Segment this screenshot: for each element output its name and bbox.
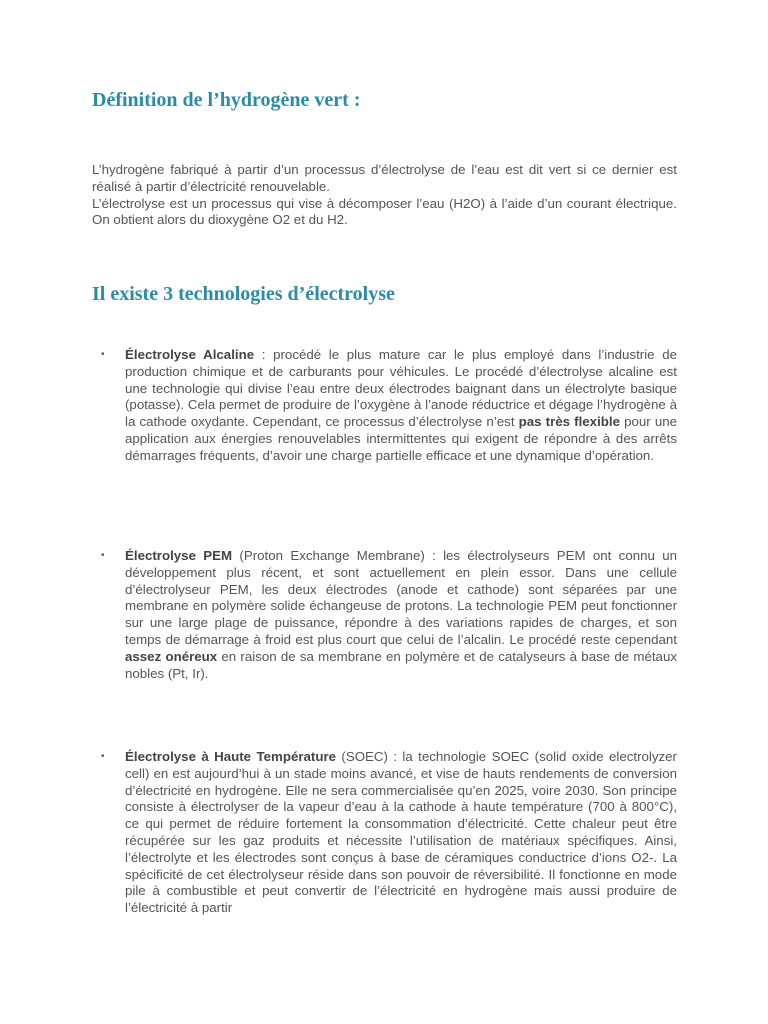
list-item-pem [101, 548, 677, 682]
item-text-soec-1: (SOEC) : la technologie SOEC (solid oxide electrolyzer cell) en est aujourd’hui à un stade moins avancé, et vise de hauts rendements de conversion d’électricité en hydrogène. Elle ne sera commercialisée qu’en 2025, voire 2030. Son principe consiste à électrolyser de la vapeur d’eau à la cathode à haute température (700 à 800°C), ce qui permet de réduire fortement la consommation d’électricité. Cette chaleur peut être récupérée sur les gaz produits et nécessite l’utilisation de matériaux spécifiques. Ainsi, l’électrolyte et les électrodes sont conçus à base de céramiques conductrice d’ions O2-. La spécificité de cet électrolyseur réside dans son pouvoir de réversibilité. Il fonctionne en mode pile à combustible et peut convertir de l’électricité en hydrogène mais aussi produire de l’électricité à partir [125, 749, 677, 916]
item-text-pem-1: (Proton Exchange Membrane) : les électrolyseurs PEM ont connu un développement plus récent, et sont actuellement en plein essor. Dans une cellule d’électrolyseur PEM, les deux électrodes (anode et cathode) sont séparées par une membrane en polymère solide échangeuse de protons. La technologie PEM peut fonctionner sur une large plage de puissance, répondre à des variations rapides de charges, et son temps de démarrage à froid est plus court que celui de l’alcalin. Le procédé reste cependant [125, 548, 677, 647]
bullet-icon: • [101, 751, 105, 762]
list-item-soec [101, 749, 677, 935]
item-emphasis-pem: assez onéreux [125, 648, 218, 664]
item-title-alcaline: Électrolyse Alcaline [125, 347, 255, 362]
item-title-pem: Électrolyse PEM [125, 548, 233, 563]
bullet-icon: • [101, 550, 105, 561]
item-title-soec: Électrolyse à Haute Température [125, 749, 337, 764]
heading-definition: Définition de l’hydrogène vert : [92, 89, 361, 111]
item-text-alcaline-2: pour une application aux énergies renouvelables intermittentes qui exigent de répondre à des arrêts démarrages fréquents, d’avoir une charge partielle efficace et une dynamique d’opération. [125, 414, 678, 463]
intro-paragraph-2: L’électrolyse est un processus qui vise à décomposer l’eau (H2O) à l’aide d’un courant électrique. On obtient alors du dioxygène O2 et du H2. [92, 195, 677, 228]
heading-technologies: Il existe 3 technologies d’électrolyse [92, 283, 395, 305]
intro-paragraph-1: L’hydrogène fabriqué à partir d’un processus d’électrolyse de l’eau est dit vert si ce dernier est réalisé à partir d’électricité renouvelable. [92, 162, 677, 194]
list-item-alcaline [101, 347, 678, 465]
item-text-pem-2: en raison de sa membrane en polymère et de catalyseurs à base de métaux nobles (Pt, Ir). [125, 648, 677, 681]
item-text-alcaline-1: : procédé le plus mature car le plus employé dans l’industrie de production chimique et de carburants pour véhicules. Le procédé d’électrolyse alcaline est une technologie qui divise l’eau entre deux électrodes baignant dans un électrolyte basique (potasse). Cela permet de produire de l’oxygène à l’anode réductrice et dégage l’hydrogène à la cathode oxydante. Cependant, ce processus d’électrolyse n’est [125, 347, 678, 430]
item-emphasis-alcaline: pas très flexible [518, 414, 620, 430]
intro-text [92, 162, 677, 229]
bullet-icon: • [101, 349, 105, 360]
